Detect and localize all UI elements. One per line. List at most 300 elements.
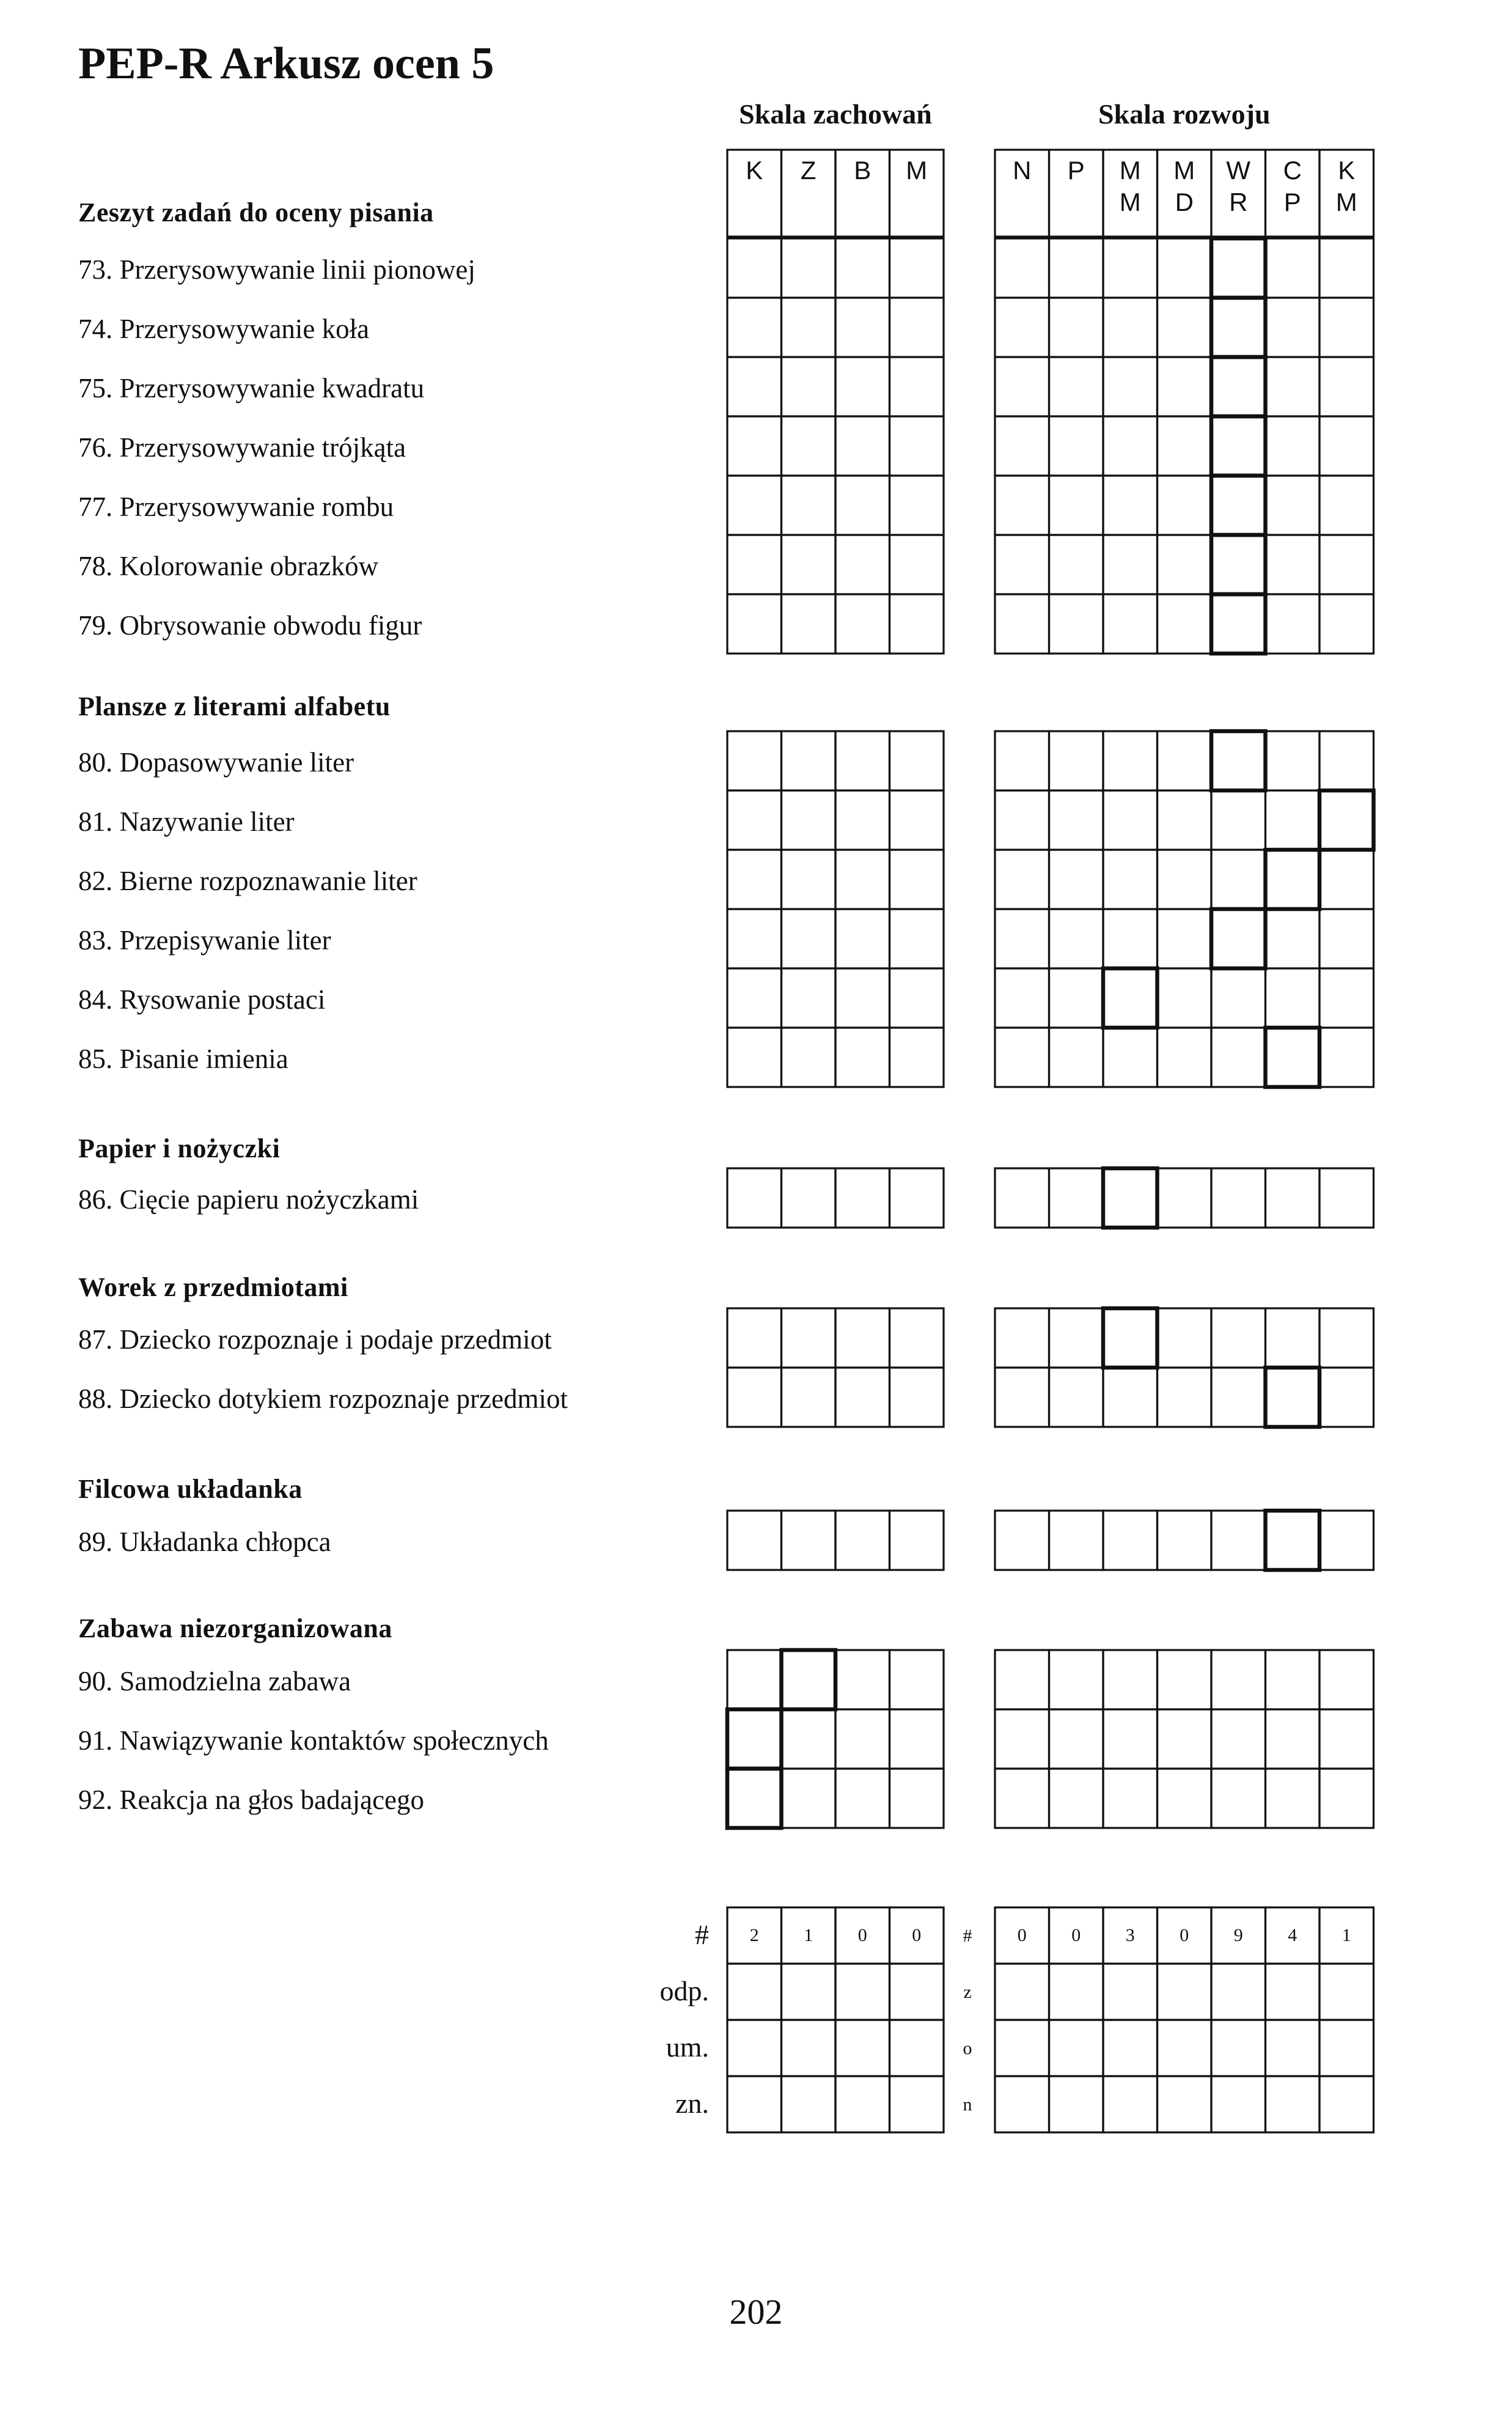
summary-behavior-row-label: # [695, 1919, 709, 1950]
development-score-cell [1158, 1308, 1212, 1368]
development-score-cell [1049, 850, 1104, 909]
scale-header-cell [782, 150, 836, 237]
development-score-cell [995, 416, 1049, 476]
behavior-score-cell [782, 1511, 836, 1570]
development-score-cell [1211, 731, 1266, 790]
behavior-score-cell [835, 909, 890, 968]
development-marked-cell [1103, 1308, 1158, 1368]
summary-behavior-cell [727, 1964, 782, 2020]
development-score-cell [1158, 535, 1212, 594]
development-score-cell [1266, 357, 1320, 416]
development-marked-cell [1266, 850, 1320, 909]
development-score-cell [1266, 1168, 1320, 1228]
development-score-cell [1103, 1028, 1158, 1087]
summary-development-cell [1158, 1964, 1212, 2020]
development-score-cell [1266, 790, 1320, 850]
behavior-score-cell [727, 909, 782, 968]
development-marked-cell [1211, 357, 1266, 416]
development-marked-cell [1266, 1511, 1320, 1570]
development-score-cell [995, 298, 1049, 357]
behavior-score-cell [727, 790, 782, 850]
development-scale-label: Skala rozwoju [1098, 98, 1271, 130]
section-title: Papier i nożyczki [78, 1133, 281, 1163]
summary-development-cell [1266, 2020, 1320, 2076]
behavior-score-cell [782, 594, 836, 654]
behavior-score-cell [782, 298, 836, 357]
behavior-score-cell [890, 731, 944, 790]
development-score-cell [1319, 476, 1374, 535]
behavior-score-cell [782, 1368, 836, 1427]
behavior-score-cell [727, 1511, 782, 1570]
behavior-score-cell [782, 909, 836, 968]
development-score-cell [1211, 357, 1266, 416]
development-marked-cell [1211, 535, 1266, 594]
development-score-cell [1103, 850, 1158, 909]
development-score-cell [1319, 1028, 1374, 1087]
summary-development-cell [1103, 1964, 1158, 2020]
summary-development-cell [1266, 1964, 1320, 2020]
development-marked-cell [1211, 909, 1266, 968]
item-label: 90. Samodzielna zabawa [78, 1666, 351, 1696]
development-score-cell [1049, 1028, 1104, 1087]
development-score-cell [995, 909, 1049, 968]
development-score-cell [1103, 968, 1158, 1028]
summary-behavior-row-label: um. [666, 2032, 709, 2063]
development-score-cell [1103, 731, 1158, 790]
item-label: 79. Obrysowanie obwodu figur [78, 610, 422, 641]
development-score-cell [1266, 594, 1320, 654]
item-label: 89. Układanka chłopca [78, 1527, 331, 1557]
summary-development-cell [995, 1964, 1049, 2020]
summary-behavior-cell [727, 1907, 782, 1964]
page-title: PEP-R Arkusz ocen 5 [78, 39, 494, 89]
summary-development-row-label: o [963, 2038, 972, 2058]
scale-column-code: K [746, 156, 763, 185]
development-score-cell [1211, 968, 1266, 1028]
behavior-score-cell [890, 357, 944, 416]
summary-development-cell [1319, 2020, 1374, 2076]
scale-header-cell [1049, 150, 1104, 237]
development-marked-cell [1266, 1368, 1320, 1427]
behavior-score-cell [727, 416, 782, 476]
development-score-cell [1049, 909, 1104, 968]
development-score-cell [1103, 416, 1158, 476]
behavior-score-cell [890, 909, 944, 968]
development-score-cell [1158, 850, 1212, 909]
development-score-cell [1158, 1769, 1212, 1828]
summary-behavior-row-label: odp. [659, 1975, 709, 2006]
behavior-marked-cell [782, 1650, 836, 1709]
development-score-cell [1211, 1650, 1266, 1709]
behavior-score-cell [727, 731, 782, 790]
scale-column-code: P [1067, 156, 1085, 185]
development-score-cell [1103, 1650, 1158, 1709]
development-score-cell [1319, 298, 1374, 357]
behavior-score-cell [890, 790, 944, 850]
development-score-cell [1266, 1511, 1320, 1570]
development-score-cell [995, 594, 1049, 654]
development-score-cell [1049, 594, 1104, 654]
summary-development-row-label: z [963, 1982, 972, 2002]
scale-header-cell [835, 150, 890, 237]
behavior-score-cell [835, 1308, 890, 1368]
development-score-cell [1266, 1650, 1320, 1709]
development-marked-cell [1211, 476, 1266, 535]
summary-development-cell [1049, 1907, 1104, 1964]
item-label: 74. Przerysowywanie koła [78, 314, 370, 344]
development-score-cell [1049, 535, 1104, 594]
behavior-score-cell [835, 1028, 890, 1087]
behavior-score-cell [835, 476, 890, 535]
behavior-score-cell [727, 298, 782, 357]
behavior-score-cell [727, 850, 782, 909]
summary-behavior-cell [890, 2020, 944, 2076]
development-count: 0 [1071, 1925, 1081, 1945]
development-score-cell [1049, 790, 1104, 850]
development-score-cell [1049, 731, 1104, 790]
behavior-score-cell [727, 1709, 782, 1769]
item-label: 80. Dopasowywanie liter [78, 747, 354, 778]
behavior-score-cell [727, 1650, 782, 1709]
summary-behavior-cell [782, 2076, 836, 2132]
development-marked-cell [1211, 594, 1266, 654]
development-count: 1 [1341, 1925, 1351, 1945]
development-score-cell [995, 1028, 1049, 1087]
behavior-score-cell [727, 535, 782, 594]
development-score-cell [1049, 476, 1104, 535]
behavior-count: 2 [749, 1925, 759, 1945]
summary-development-cell [1103, 2020, 1158, 2076]
scale-header-cell [1266, 150, 1320, 237]
development-score-cell [1211, 1168, 1266, 1228]
development-score-cell [1319, 1308, 1374, 1368]
development-score-cell [995, 535, 1049, 594]
item-label: 76. Przerysowywanie trójkąta [78, 432, 406, 463]
behavior-score-cell [782, 476, 836, 535]
development-score-cell [1103, 1511, 1158, 1570]
development-score-cell [1266, 1028, 1320, 1087]
behavior-score-cell [835, 1709, 890, 1769]
development-score-cell [1266, 850, 1320, 909]
behavior-score-cell [890, 1168, 944, 1228]
section-title: Plansze z literami alfabetu [78, 691, 391, 721]
item-label: 73. Przerysowywanie linii pionowej [78, 254, 475, 285]
development-score-cell [1266, 238, 1320, 298]
development-score-cell [1103, 1709, 1158, 1769]
summary-development-cell [1103, 2076, 1158, 2132]
scale-column-code: M [1119, 188, 1141, 216]
development-score-cell [1211, 850, 1266, 909]
item-label: 91. Nawiązywanie kontaktów społecznych [78, 1725, 549, 1756]
behavior-score-cell [782, 1769, 836, 1828]
development-score-cell [995, 357, 1049, 416]
development-score-cell [1049, 416, 1104, 476]
development-score-cell [1158, 416, 1212, 476]
item-label: 77. Przerysowywanie rombu [78, 492, 394, 522]
development-score-cell [1103, 1769, 1158, 1828]
behavior-score-cell [835, 594, 890, 654]
summary-behavior-cell [890, 1907, 944, 1964]
development-score-cell [1319, 1769, 1374, 1828]
behavior-score-cell [890, 1368, 944, 1427]
summary-development-cell [1319, 1907, 1374, 1964]
development-score-cell [1266, 1769, 1320, 1828]
development-score-cell [1319, 594, 1374, 654]
development-score-cell [1211, 790, 1266, 850]
behavior-score-cell [890, 476, 944, 535]
behavior-score-cell [890, 1511, 944, 1570]
summary-development-cell [1103, 1907, 1158, 1964]
summary-development-cell [1049, 1964, 1104, 2020]
summary-development-cell [1211, 1907, 1266, 1964]
summary-behavior-cell [835, 1964, 890, 2020]
summary-development-row-label: n [963, 2094, 972, 2115]
development-score-cell [1049, 1308, 1104, 1368]
development-score-cell [1211, 1769, 1266, 1828]
behavior-score-cell [890, 850, 944, 909]
development-score-cell [1266, 1308, 1320, 1368]
development-score-cell [995, 1168, 1049, 1228]
summary-behavior-cell [835, 2020, 890, 2076]
development-score-cell [1319, 731, 1374, 790]
development-score-cell [1049, 1650, 1104, 1709]
summary-behavior-cell [890, 2076, 944, 2132]
development-score-cell [995, 731, 1049, 790]
development-count: 9 [1233, 1925, 1243, 1945]
summary-development-cell [1319, 1964, 1374, 2020]
development-score-cell [1319, 1368, 1374, 1427]
development-score-cell [1158, 1168, 1212, 1228]
behavior-score-cell [782, 238, 836, 298]
development-score-cell [995, 1709, 1049, 1769]
development-count: 0 [1180, 1925, 1189, 1945]
development-score-cell [1211, 238, 1266, 298]
summary-development-cell [1319, 2076, 1374, 2132]
development-score-cell [995, 1650, 1049, 1709]
development-score-cell [1103, 476, 1158, 535]
behavior-score-cell [890, 1308, 944, 1368]
development-score-cell [1266, 298, 1320, 357]
behavior-scale-label: Skala zachowań [739, 98, 932, 130]
summary-development-cell [1211, 2076, 1266, 2132]
behavior-score-cell [782, 731, 836, 790]
development-marked-cell [1211, 238, 1266, 298]
development-score-cell [1211, 909, 1266, 968]
behavior-count: 0 [857, 1925, 867, 1945]
scale-column-code: K [1338, 156, 1356, 185]
behavior-score-cell [835, 535, 890, 594]
behavior-score-cell [835, 968, 890, 1028]
development-score-cell [1103, 535, 1158, 594]
behavior-marked-cell [727, 1709, 782, 1769]
behavior-score-cell [782, 535, 836, 594]
development-score-cell [1158, 731, 1212, 790]
scale-column-code: M [906, 156, 928, 185]
development-marked-cell [1211, 416, 1266, 476]
item-label: 82. Bierne rozpoznawanie liter [78, 866, 417, 896]
behavior-score-cell [890, 1769, 944, 1828]
development-score-cell [1158, 1028, 1212, 1087]
behavior-score-cell [727, 1769, 782, 1828]
development-score-cell [1266, 968, 1320, 1028]
item-label: 84. Rysowanie postaci [78, 984, 326, 1015]
behavior-score-cell [835, 298, 890, 357]
scale-column-code: R [1229, 188, 1248, 216]
behavior-score-cell [782, 1308, 836, 1368]
development-score-cell [1049, 1511, 1104, 1570]
item-label: 87. Dziecko rozpoznaje i podaje przedmiot [78, 1324, 552, 1355]
behavior-score-cell [835, 416, 890, 476]
behavior-score-cell [727, 1368, 782, 1427]
development-score-cell [1211, 298, 1266, 357]
development-score-cell [1266, 535, 1320, 594]
behavior-score-cell [835, 1511, 890, 1570]
development-score-cell [1319, 968, 1374, 1028]
development-score-cell [1211, 1709, 1266, 1769]
development-score-cell [995, 1308, 1049, 1368]
scale-column-code: D [1175, 188, 1194, 216]
item-label: 88. Dziecko dotykiem rozpoznaje przedmiot [78, 1383, 568, 1414]
scale-header-cell [1158, 150, 1212, 237]
summary-development-cell [1158, 2020, 1212, 2076]
behavior-score-cell [835, 1368, 890, 1427]
development-score-cell [1103, 238, 1158, 298]
development-score-cell [1319, 357, 1374, 416]
behavior-score-cell [782, 357, 836, 416]
summary-development-cell [1266, 2076, 1320, 2132]
summary-behavior-cell [835, 1907, 890, 1964]
development-score-cell [1211, 594, 1266, 654]
page-number: 202 [729, 2292, 783, 2332]
development-score-cell [1158, 909, 1212, 968]
development-count: 3 [1125, 1925, 1135, 1945]
behavior-score-cell [782, 850, 836, 909]
development-score-cell [1211, 476, 1266, 535]
behavior-score-cell [727, 1308, 782, 1368]
development-marked-cell [1103, 968, 1158, 1028]
development-score-cell [1103, 1368, 1158, 1427]
development-marked-cell [1319, 790, 1374, 850]
development-score-cell [1158, 968, 1212, 1028]
summary-behavior-cell [835, 2076, 890, 2132]
development-score-cell [1103, 1168, 1158, 1228]
summary-behavior-cell [782, 1907, 836, 1964]
summary-development-row-label: # [963, 1926, 972, 1946]
behavior-score-cell [890, 238, 944, 298]
behavior-score-cell [890, 1650, 944, 1709]
development-score-cell [1158, 1511, 1212, 1570]
behavior-score-cell [782, 1650, 836, 1709]
behavior-score-cell [890, 1709, 944, 1769]
scale-column-code: W [1226, 156, 1251, 185]
scale-column-code: N [1013, 156, 1032, 185]
behavior-score-cell [727, 1028, 782, 1087]
summary-development-cell [1049, 2020, 1104, 2076]
behavior-score-cell [890, 1028, 944, 1087]
behavior-score-cell [727, 357, 782, 416]
development-score-cell [1266, 416, 1320, 476]
development-score-cell [1158, 1709, 1212, 1769]
item-label: 78. Kolorowanie obrazków [78, 551, 379, 581]
development-score-cell [1049, 1368, 1104, 1427]
behavior-score-cell [835, 238, 890, 298]
development-score-cell [1158, 790, 1212, 850]
summary-behavior-cell [782, 1964, 836, 2020]
development-score-cell [1319, 1709, 1374, 1769]
development-score-cell [1319, 909, 1374, 968]
behavior-score-cell [727, 238, 782, 298]
development-marked-cell [1266, 1028, 1320, 1087]
development-score-cell [1103, 790, 1158, 850]
development-score-cell [995, 238, 1049, 298]
behavior-score-cell [835, 1168, 890, 1228]
development-score-cell [1319, 1511, 1374, 1570]
behavior-count: 0 [912, 1925, 922, 1945]
development-score-cell [1103, 1308, 1158, 1368]
development-count: 0 [1017, 1925, 1027, 1945]
summary-behavior-cell [727, 2020, 782, 2076]
scale-header-cell [1211, 150, 1266, 237]
development-score-cell [1049, 357, 1104, 416]
development-score-cell [995, 476, 1049, 535]
development-score-cell [1319, 850, 1374, 909]
development-count: 4 [1288, 1925, 1297, 1945]
development-score-cell [1266, 909, 1320, 968]
summary-behavior-row-label: zn. [675, 2088, 709, 2119]
development-score-cell [1103, 909, 1158, 968]
item-label: 85. Pisanie imienia [78, 1044, 288, 1074]
scale-column-code: M [1335, 188, 1357, 216]
development-score-cell [1211, 1308, 1266, 1368]
development-score-cell [1319, 1168, 1374, 1228]
development-score-cell [1266, 1709, 1320, 1769]
summary-development-cell [1158, 2076, 1212, 2132]
development-score-cell [1319, 535, 1374, 594]
behavior-score-cell [727, 476, 782, 535]
summary-behavior-cell [890, 1964, 944, 2020]
development-score-cell [1103, 298, 1158, 357]
development-score-cell [1158, 238, 1212, 298]
behavior-score-cell [782, 416, 836, 476]
development-score-cell [1211, 416, 1266, 476]
development-score-cell [1158, 476, 1212, 535]
development-marked-cell [1211, 298, 1266, 357]
development-score-cell [1049, 298, 1104, 357]
behavior-score-cell [890, 416, 944, 476]
development-score-cell [1211, 1511, 1266, 1570]
development-score-cell [995, 1511, 1049, 1570]
behavior-score-cell [890, 298, 944, 357]
behavior-score-cell [782, 790, 836, 850]
development-score-cell [1266, 1368, 1320, 1427]
behavior-score-cell [782, 1028, 836, 1087]
scale-header-cell [727, 150, 782, 237]
behavior-score-cell [835, 1769, 890, 1828]
behavior-score-cell [782, 1168, 836, 1228]
summary-development-cell [1211, 2020, 1266, 2076]
development-score-cell [1158, 1368, 1212, 1427]
behavior-score-cell [835, 790, 890, 850]
development-score-cell [1266, 476, 1320, 535]
development-score-cell [995, 1368, 1049, 1427]
development-score-cell [1049, 1769, 1104, 1828]
summary-development-cell [995, 1907, 1049, 1964]
development-score-cell [1266, 731, 1320, 790]
behavior-score-cell [890, 535, 944, 594]
scale-column-code: M [1119, 156, 1141, 185]
section-title: Filcowa układanka [78, 1474, 303, 1504]
development-score-cell [1211, 1368, 1266, 1427]
